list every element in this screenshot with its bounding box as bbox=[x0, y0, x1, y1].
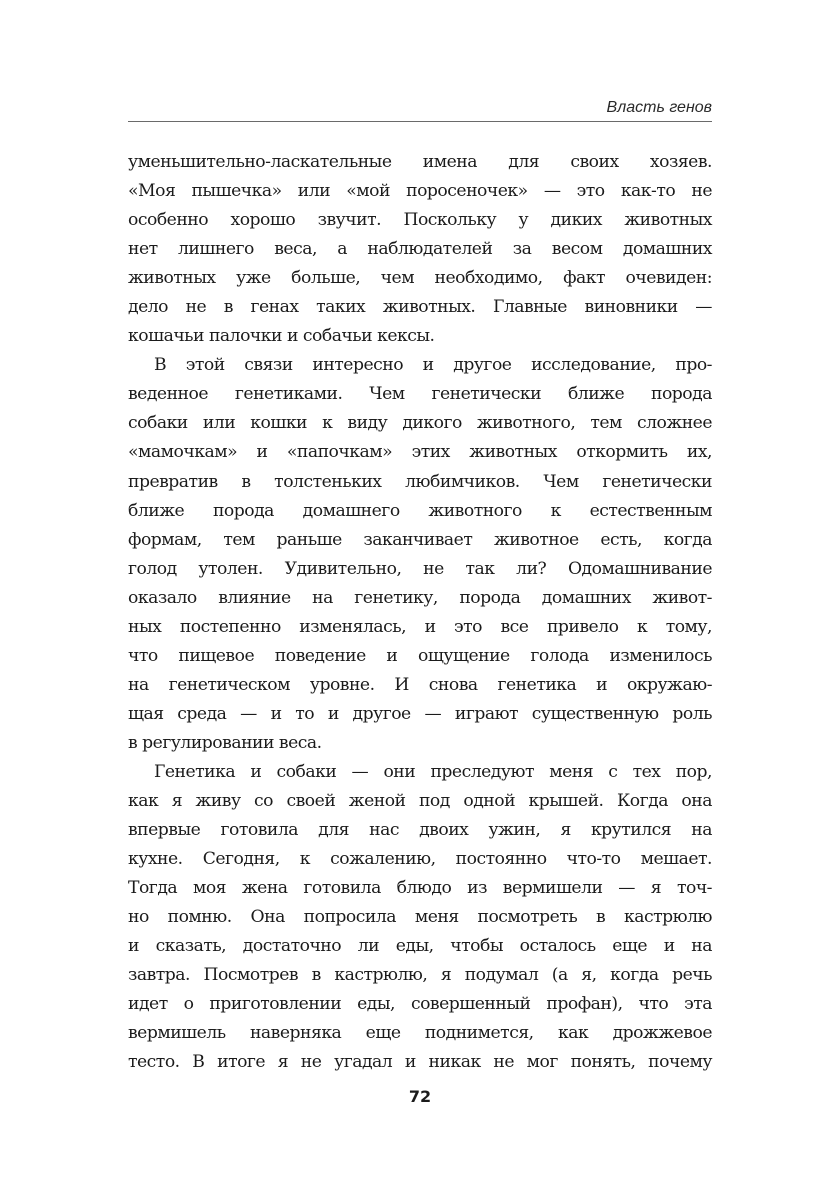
text-line: «Моя пышечка» или «мой поросеночек» — это как-то не bbox=[128, 181, 712, 202]
text-line: кошачьи палочки и собачьи кексы. bbox=[128, 326, 435, 347]
header-rule bbox=[128, 121, 712, 122]
text-line: «мамочкам» и «папочкам» этих животных откормить их, bbox=[128, 442, 712, 463]
text-line: тесто. В итоге я не угадал и никак не мог понять, почему bbox=[128, 1052, 712, 1073]
text-line: оказало влияние на генетику, порода домашних живот- bbox=[128, 587, 712, 608]
text-line: животных уже больше, чем необходимо, факт очевиден: bbox=[128, 268, 712, 289]
text-line: завтра. Посмотрев в кастрюлю, я подумал (а я, когда речь bbox=[128, 965, 712, 986]
text-line: вермишель наверняка еще поднимется, как дрожжевое bbox=[128, 1023, 712, 1044]
text-line: идет о приготовлении еды, совершенный профан), что эта bbox=[128, 994, 712, 1015]
text-line: Генетика и собаки — они преследуют меня с тех пор, bbox=[154, 761, 712, 782]
text-line: дело не в генах таких животных. Главные виновники — bbox=[128, 297, 712, 318]
text-line: уменьшительно-ласкательные имена для своих хозяев. bbox=[128, 152, 712, 172]
text-line: В этой связи интересно и другое исследование, про- bbox=[154, 355, 712, 376]
text-line: веденное генетиками. Чем генетически ближе порода bbox=[128, 384, 712, 405]
running-head: Власть генов bbox=[606, 99, 712, 116]
text-line: в регулировании веса. bbox=[128, 732, 322, 753]
text-line: превратив в толстеньких любимчиков. Чем генетически bbox=[128, 471, 712, 492]
text-line: Тогда моя жена готовила блюдо из вермишели — я точ- bbox=[128, 878, 712, 899]
text-line: что пищевое поведение и ощущение голода изменилось bbox=[128, 645, 712, 666]
page-number: 72 bbox=[408, 1087, 432, 1106]
text-line: как я живу со своей женой под одной крышей. Когда она bbox=[128, 791, 712, 812]
paragraph bbox=[128, 148, 712, 351]
body-text bbox=[128, 148, 712, 1078]
text-line: ближе порода домашнего животного к естественным bbox=[128, 500, 712, 521]
text-line: кухне. Сегодня, к сожалению, постоянно что-то мешает. bbox=[128, 849, 712, 870]
text-line: щая среда — и то и другое — играют существенную роль bbox=[128, 703, 712, 724]
text-line: формам, тем раньше заканчивает животное есть, когда bbox=[128, 529, 712, 550]
text-line: впервые готовила для нас двоих ужин, я крутился на bbox=[128, 820, 712, 841]
text-line: особенно хорошо звучит. Поскольку у диких животных bbox=[128, 210, 712, 231]
paragraph bbox=[128, 758, 712, 1078]
paragraph bbox=[128, 351, 712, 758]
text-line: на генетическом уровне. И снова генетика и окружаю- bbox=[128, 674, 712, 695]
text-line: ных постепенно изменялась, и это все привело к тому, bbox=[128, 616, 712, 637]
text-line: голод утолен. Удивительно, не так ли? Одомашнивание bbox=[128, 558, 712, 579]
text-line: собаки или кошки к виду дикого животного, тем сложнее bbox=[128, 413, 712, 434]
text-line: нет лишнего веса, а наблюдателей за весом домашних bbox=[128, 239, 712, 260]
text-line: но помню. Она попросила меня посмотреть в кастрюлю bbox=[128, 907, 712, 928]
text-line: и сказать, достаточно ли еды, чтобы осталось еще и на bbox=[128, 936, 712, 957]
